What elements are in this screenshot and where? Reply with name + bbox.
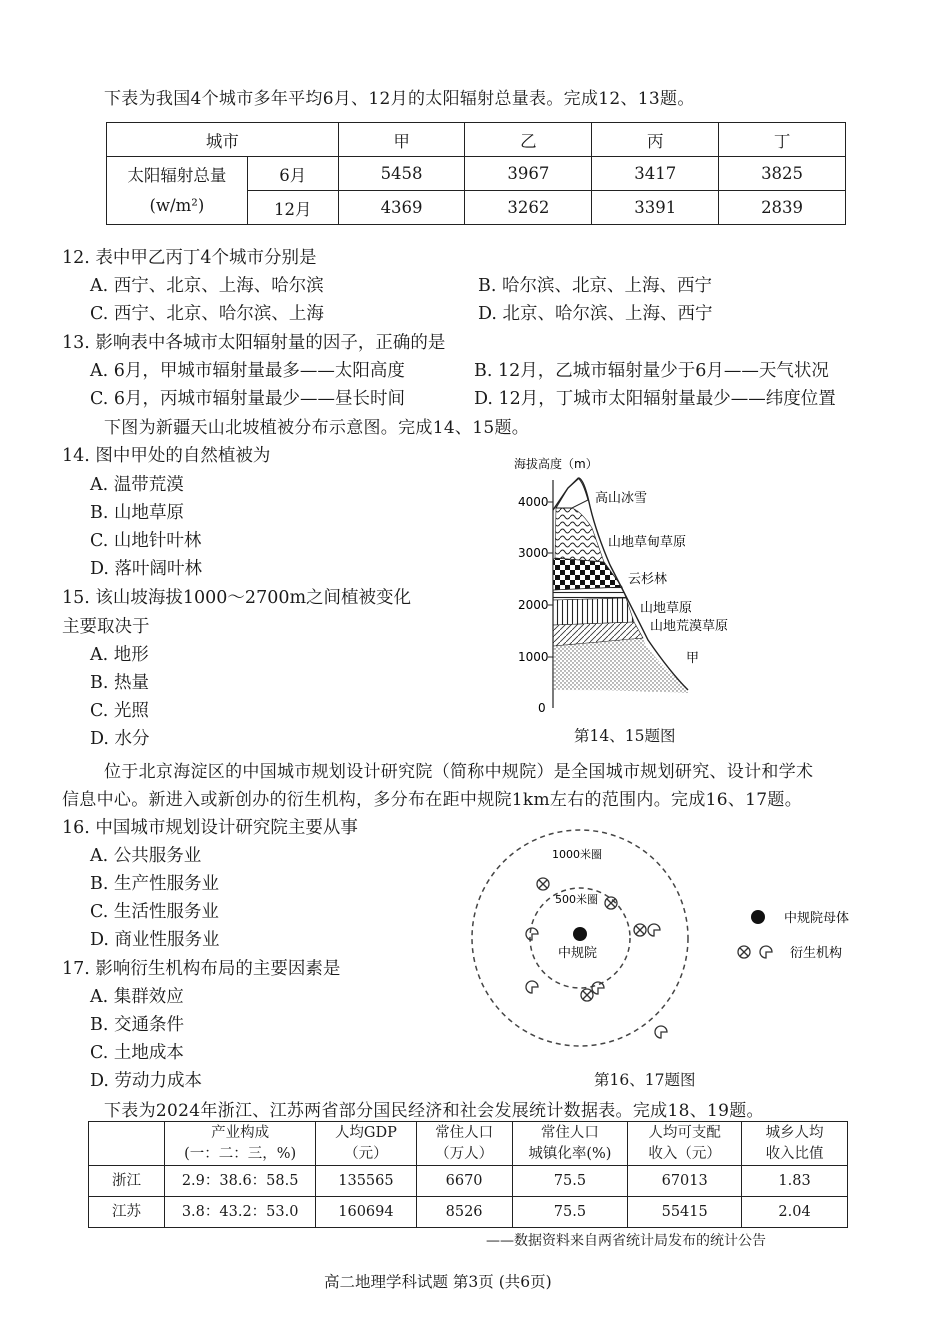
derivative-x-marker <box>634 924 646 936</box>
tick-label-0: 0 <box>538 701 546 715</box>
figure1-caption: 第14、15题图 <box>574 727 676 745</box>
row-label <box>107 157 248 225</box>
q12-option-a: A. 西宁、北京、上海、哈尔滨 <box>90 276 324 296</box>
vegetation-diagram <box>500 450 760 730</box>
intro-16-17-line2: 信息中心。新进入或新创办的衍生机构，多分布在距中规院1km左右的范围内。完成16、17题。 <box>62 790 802 810</box>
value-cell: 67013 <box>628 1166 742 1197</box>
spruce-forest-zone <box>553 558 622 590</box>
value-cell: 2.9：38.6：58.5 <box>165 1166 316 1197</box>
tick-label-2000: 2000 <box>518 598 549 612</box>
q16-option-b: B. 生产性服务业 <box>90 874 219 894</box>
axis-label: 海拔高度（m） <box>514 457 598 471</box>
value-cell: 1.83 <box>742 1166 848 1197</box>
q17-option-b: B. 交通条件 <box>90 1015 184 1035</box>
header-urbanization: 常住人口 城镇化率(%) <box>512 1122 628 1166</box>
value-cell: 135565 <box>316 1166 416 1197</box>
intro-12-13: 下表为我国4个城市多年平均6月、12月的太阳辐射总量表。完成12、13题。 <box>104 89 695 109</box>
q17-option-d: D. 劳动力成本 <box>90 1071 203 1091</box>
meadow-steppe-zone <box>555 508 604 562</box>
value-cell: 75.5 <box>512 1197 628 1228</box>
legend-derivative-symbols <box>738 946 772 958</box>
desert-zone <box>553 638 688 693</box>
ring-outer-label: 1000米圈 <box>552 848 602 861</box>
header-income: 人均可支配 收入（元） <box>628 1122 742 1166</box>
q14-stem: 14. 图中甲处的自然植被为 <box>62 446 271 466</box>
q17-stem: 17. 影响衍生机构布局的主要因素是 <box>62 959 341 979</box>
mountain-steppe-zone <box>553 598 634 625</box>
q13-option-b: B. 12月，乙城市辐射量少于6月——天气状况 <box>474 361 829 381</box>
intro-14-15: 下图为新疆天山北坡植被分布示意图。完成14、15题。 <box>104 418 530 438</box>
value-cell: 160694 <box>316 1197 416 1228</box>
legend-parent-dot <box>751 910 765 924</box>
q13-option-d: D. 12月，丁城市太阳辐射量最少——纬度位置 <box>474 389 836 409</box>
ring-inner-label: 500米圈 <box>555 893 598 906</box>
header-city-4: 丁 <box>719 123 846 157</box>
header-income-ratio: 城乡人均 收入比值 <box>742 1122 848 1166</box>
month-december: 12月 <box>247 191 338 225</box>
q13-stem: 13. 影响表中各城市太阳辐射量的因子，正确的是 <box>62 333 446 353</box>
value-cell: 3.8：43.2：53.0 <box>165 1197 316 1228</box>
derivative-c-marker <box>526 981 538 993</box>
q12-option-c: C. 西宁、北京、哈尔滨、上海 <box>90 304 324 324</box>
header-gdp: 人均GDP （元） <box>316 1122 416 1166</box>
june-value: 5458 <box>338 157 465 191</box>
parent-institution-dot <box>573 927 587 941</box>
derivative-c-marker <box>648 924 660 936</box>
table-source: ——数据资料来自两省统计局发布的统计公告 <box>486 1233 766 1249</box>
label-jia: 甲 <box>686 651 700 666</box>
table-row <box>89 1166 848 1197</box>
derivative-c-marker <box>526 928 538 940</box>
derivative-x-marker <box>537 878 549 890</box>
q16-stem: 16. 中国城市规划设计研究院主要从事 <box>62 818 358 838</box>
derivative-c-marker <box>655 1026 667 1038</box>
table-row <box>89 1197 848 1228</box>
label-snow: 高山冰雪 <box>595 491 648 506</box>
q15-stem-line2: 主要取决于 <box>62 617 150 637</box>
q15-stem-line1: 15. 该山坡海拔1000～2700m之间植被变化 <box>62 588 412 608</box>
q16-option-d: D. 商业性服务业 <box>90 930 220 950</box>
header-blank <box>89 1122 165 1166</box>
derivative-c-marker <box>592 982 604 994</box>
december-value: 3391 <box>592 191 719 225</box>
june-value: 3967 <box>465 157 592 191</box>
center-label: 中规院 <box>558 946 598 961</box>
q12-option-d: D. 北京、哈尔滨、上海、西宁 <box>478 304 713 324</box>
value-cell: 75.5 <box>512 1166 628 1197</box>
header-city-1: 甲 <box>338 123 465 157</box>
q14-option-d: D. 落叶阔叶林 <box>90 559 203 579</box>
june-value: 3825 <box>719 157 846 191</box>
q15-option-b: B. 热量 <box>90 673 149 693</box>
header-city: 城市 <box>107 123 339 157</box>
q17-option-c: C. 土地成本 <box>90 1043 184 1063</box>
june-value: 3417 <box>592 157 719 191</box>
value-cell: 55415 <box>628 1197 742 1228</box>
legend-derivative-label: 衍生机构 <box>790 946 843 961</box>
province-cell: 江苏 <box>89 1197 165 1228</box>
tick-label-4000: 4000 <box>518 495 549 509</box>
page-footer: 高二地理学科试题 第3页 (共6页) <box>324 1273 552 1291</box>
provinces-table <box>88 1121 848 1228</box>
value-cell: 8526 <box>416 1197 512 1228</box>
q15-option-a: A. 地形 <box>90 645 149 665</box>
province-cell: 浙江 <box>89 1166 165 1197</box>
radiation-table <box>106 122 846 225</box>
header-industry: 产业构成 (一：二：三，%) <box>165 1122 316 1166</box>
intro-18-19: 下表为2024年浙江、江苏两省部分国民经济和社会发展统计数据表。完成18、19题。 <box>104 1101 764 1121</box>
value-cell: 6670 <box>416 1166 512 1197</box>
label-steppe: 山地草原 <box>640 601 693 616</box>
december-value: 2839 <box>719 191 846 225</box>
label-desert-steppe: 山地荒漠草原 <box>650 619 729 634</box>
q14-option-b: B. 山地草原 <box>90 503 184 523</box>
tick-label-3000: 3000 <box>518 546 549 560</box>
q16-option-c: C. 生活性服务业 <box>90 902 219 922</box>
q17-option-a: A. 集群效应 <box>90 987 184 1007</box>
q13-option-a: A. 6月，甲城市辐射量最多——太阳高度 <box>90 361 405 381</box>
q13-option-c: C. 6月，丙城市辐射量最少——昼长时间 <box>90 389 406 409</box>
legend-parent-label: 中规院母体 <box>784 911 850 926</box>
header-city-2: 乙 <box>465 123 592 157</box>
row-label-line2: (w/m²) <box>149 195 205 215</box>
tick-label-1000: 1000 <box>518 650 549 664</box>
month-june: 6月 <box>247 157 338 191</box>
q15-option-c: C. 光照 <box>90 701 149 721</box>
row-label-line1: 太阳辐射总量 <box>127 165 227 185</box>
q16-option-a: A. 公共服务业 <box>90 846 202 866</box>
derivative-institution-diagram <box>462 822 882 1066</box>
header-city-3: 丙 <box>592 123 719 157</box>
header-population: 常住人口 （万人） <box>416 1122 512 1166</box>
december-value: 4369 <box>338 191 465 225</box>
label-spruce: 云杉林 <box>628 572 668 587</box>
december-value: 3262 <box>465 191 592 225</box>
label-meadow: 山地草甸草原 <box>608 535 687 550</box>
q12-stem: 12. 表中甲乙丙丁4个城市分别是 <box>62 248 317 268</box>
value-cell: 2.04 <box>742 1197 848 1228</box>
derivative-x-marker <box>581 989 593 1001</box>
q12-option-b: B. 哈尔滨、北京、上海、西宁 <box>478 276 712 296</box>
q14-option-a: A. 温带荒漠 <box>90 475 184 495</box>
figure2-caption: 第16、17题图 <box>594 1071 696 1089</box>
intro-16-17-line1: 位于北京海淀区的中国城市规划设计研究院（简称中规院）是全国城市规划研究、设计和学术 <box>104 762 814 782</box>
q15-option-d: D. 水分 <box>90 729 150 749</box>
q14-option-c: C. 山地针叶林 <box>90 531 202 551</box>
